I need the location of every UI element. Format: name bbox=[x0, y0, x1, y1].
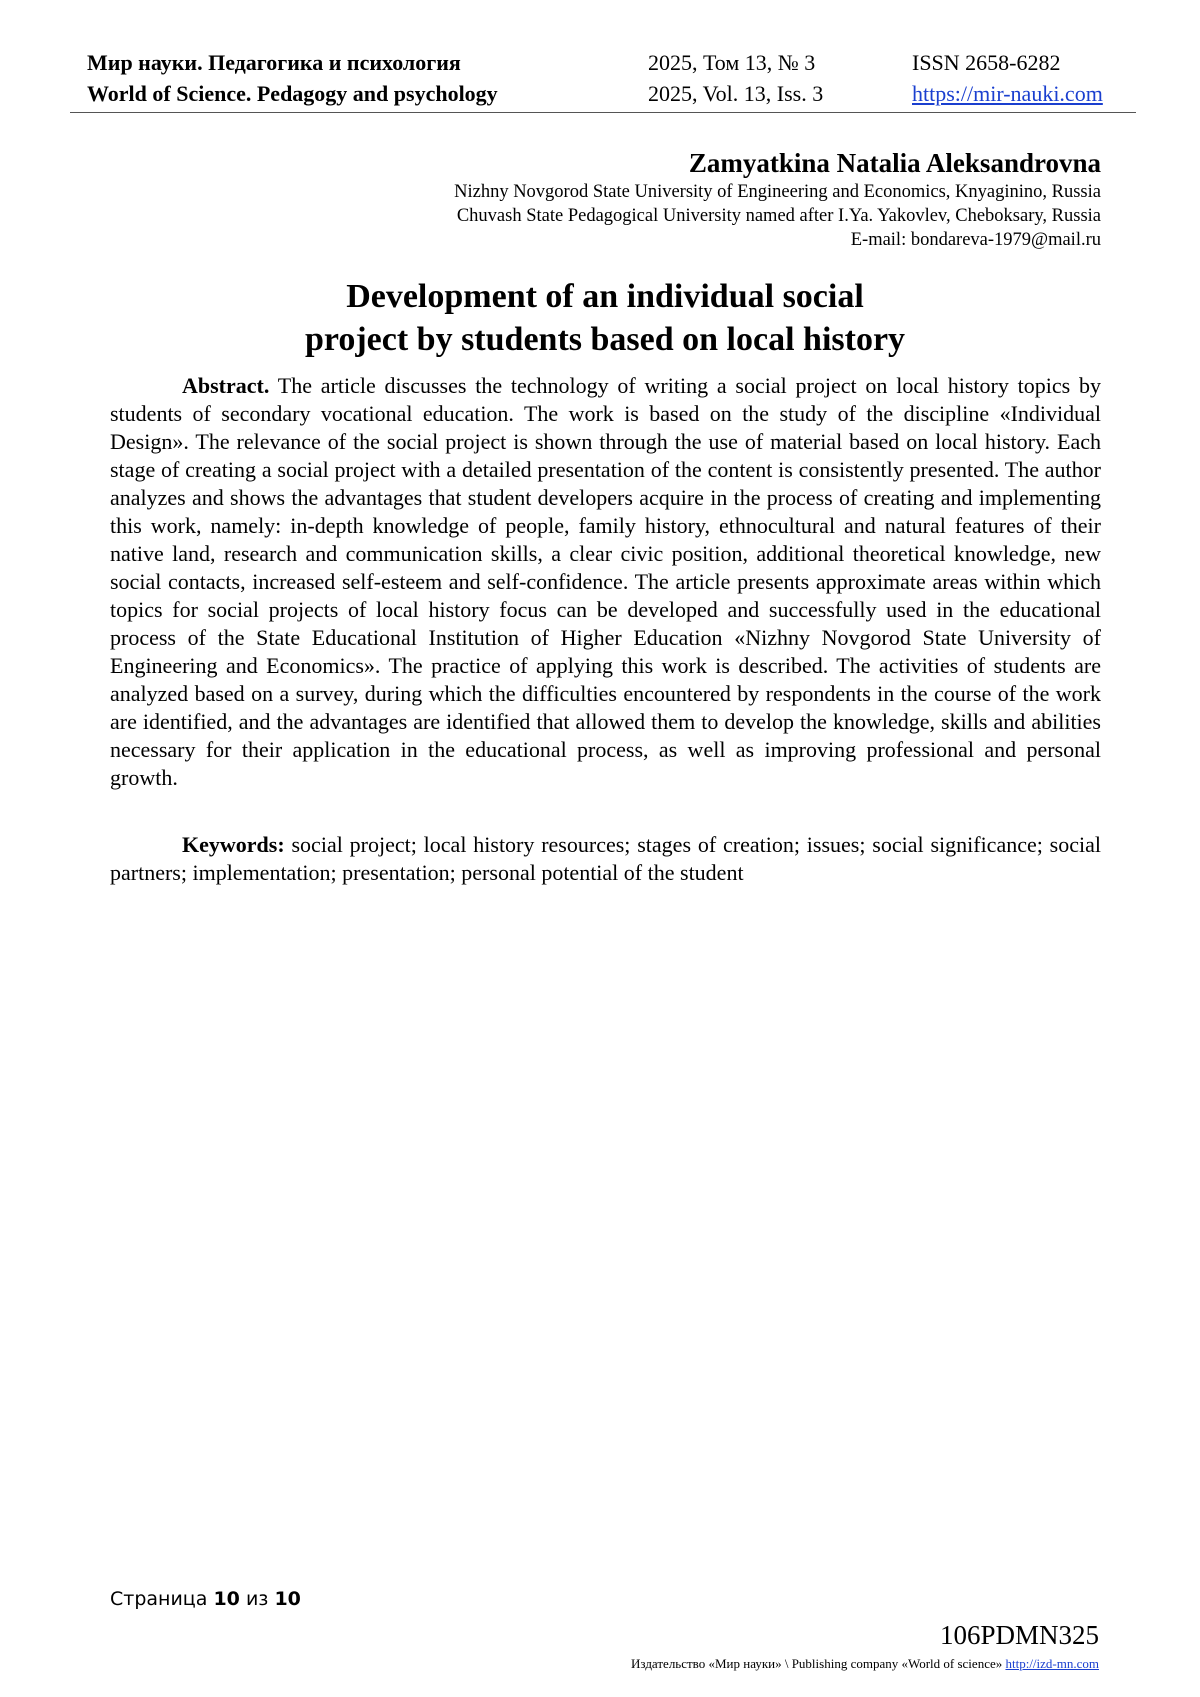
journal-name-ru: Мир науки. Педагогика и психология bbox=[87, 50, 461, 75]
header-row-ru bbox=[87, 48, 1120, 77]
keywords-text: social project; local history resources; stages of creation; issues; social significance; social partners; implementation; presentation; personal potential of the student bbox=[110, 832, 1101, 885]
abstract-text: The article discusses the technology of writing a social project on local history topics by students of secondary vocational education. The work is based on the study of the discipline «Individual Design». The relevance of the social project is shown through the use of material based on local history. Each stage of creating a social project with a detailed presentation of the content is consistently presented. The author analyzes and shows the advantages that student developers acquire in the process of creating and implementing this work, namely: in-depth knowledge of people, family history, ethnocultural and natural features of their native land, research and communication skills, a clear civic position, additional theoretical knowledge, new social contacts, increased self-esteem and self-confidence. The article presents approximate areas within which topics for social projects of local history focus can be developed and successfully used in the educational process of the State Educational Institution of Higher Education «Nizhny Novgorod State University of Engineering and Economics». The practice of applying this work is described. The activities of students are analyzed based on a survey, during which the difficulties encountered by respondents in the course of the work are identified, and the advantages are identified that allowed them to develop the knowledge, skills and abilities necessary for their application in the educational process, as well as improving professional and personal growth. bbox=[110, 373, 1101, 790]
page-separator: из bbox=[245, 1588, 269, 1610]
article-title-line-1: Development of an individual social bbox=[346, 278, 864, 315]
page-number bbox=[110, 1588, 301, 1610]
publisher-link[interactable]: http://izd-mn.com bbox=[1005, 1656, 1099, 1671]
page-current: 10 bbox=[213, 1588, 240, 1610]
publisher-line bbox=[631, 1656, 1099, 1672]
author-affiliation-2: Chuvash State Pedagogical University named after I.Ya. Yakovlev, Cheboksary, Russia bbox=[456, 206, 1101, 226]
issue-en: 2025, Vol. 13, Iss. 3 bbox=[648, 81, 824, 106]
keywords-label: Keywords: bbox=[182, 832, 285, 857]
author-email: E-mail: bondareva-1979@mail.ru bbox=[850, 230, 1101, 250]
article-code: 106PDMN325 bbox=[939, 1620, 1099, 1650]
author-name: Zamyatkina Natalia Aleksandrovna bbox=[688, 148, 1101, 178]
article-title bbox=[0, 275, 1200, 361]
header-divider bbox=[70, 112, 1136, 113]
issue-ru: 2025, Том 13, № 3 bbox=[648, 50, 816, 75]
keywords-section bbox=[110, 831, 1101, 887]
abstract-label: Abstract. bbox=[182, 373, 270, 398]
issn: ISSN 2658-6282 bbox=[912, 50, 1061, 75]
author-affiliation-1: Nizhny Novgorod State University of Engineering and Economics, Knyaginino, Russia bbox=[454, 182, 1101, 202]
author-block bbox=[454, 146, 1101, 252]
abstract-section bbox=[110, 372, 1101, 792]
page-prefix: Страница bbox=[110, 1588, 208, 1610]
article-title-line-2: project by students based on local history bbox=[304, 321, 906, 358]
journal-url-link[interactable]: https://mir-nauki.com bbox=[912, 81, 1103, 106]
header-row-en bbox=[87, 79, 1120, 108]
publisher-text: Издательство «Мир науки» \ Publishing company «World of science» bbox=[631, 1656, 1003, 1671]
page-total: 10 bbox=[274, 1588, 301, 1610]
journal-name-en: World of Science. Pedagogy and psychology bbox=[87, 81, 498, 106]
